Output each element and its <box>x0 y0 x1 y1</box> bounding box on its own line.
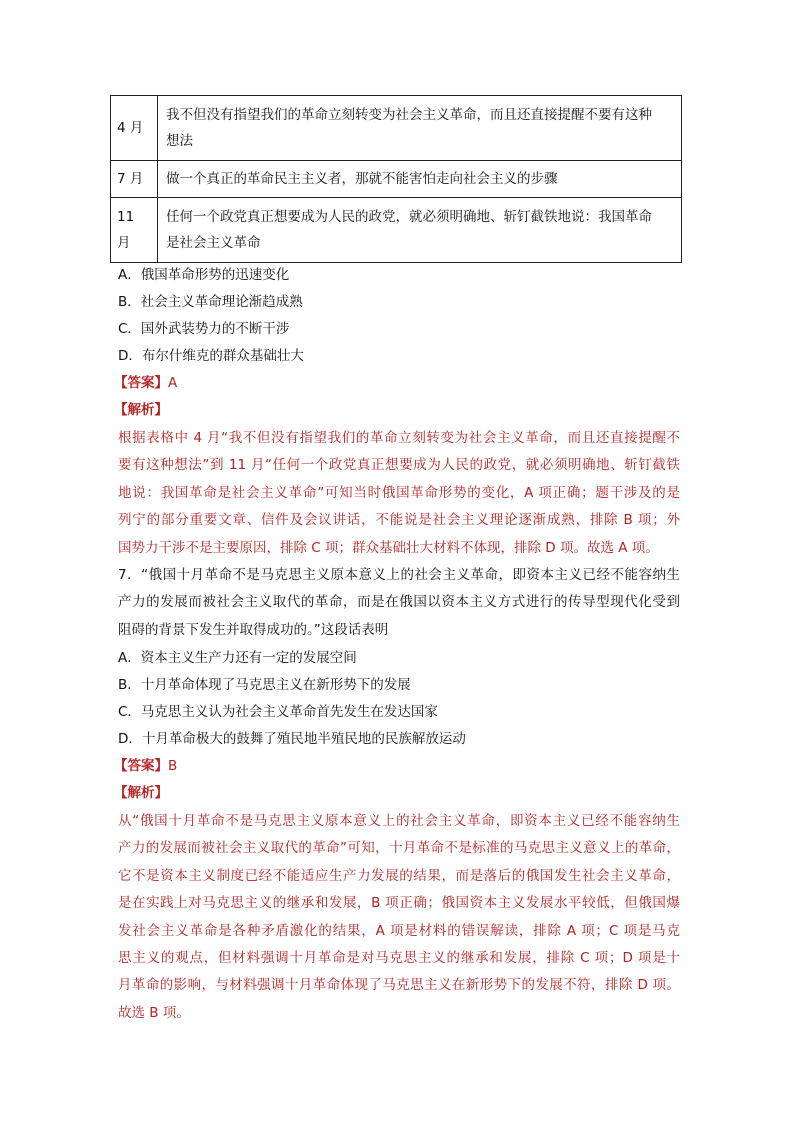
option-d: D．十月革命极大的鼓舞了殖民地半殖民地的民族解放运动 <box>118 731 466 747</box>
analysis-label: 【解析】 <box>114 402 168 418</box>
answer-label: 【答案】 <box>114 375 168 391</box>
quote-line: 想法 <box>166 133 193 149</box>
analysis-heading <box>114 397 678 424</box>
option-a: A．资本主义生产力还有一定的发展空间 <box>118 650 357 666</box>
answer-line <box>114 370 678 397</box>
quote-line: 任何一个政党真正想要成为人民的政党，就必须明确地、斩钉截铁地说：我国革命 <box>166 209 652 225</box>
table-row <box>111 96 682 161</box>
answer-label: 【答案】 <box>114 758 168 774</box>
q6-block <box>114 262 678 424</box>
answer-value: B <box>168 758 178 774</box>
quote-line: 我不但没有指望我们的革命立刻转变为社会主义革命，而且还直接提醒不要有这种 <box>166 107 652 123</box>
month-cell: 4 月 <box>111 96 158 161</box>
quote-cell <box>158 96 682 161</box>
option-b: B．十月革命体现了马克思主义在新形势下的发展 <box>118 677 411 693</box>
quote-cell <box>158 161 682 198</box>
option-b: B．社会主义革命理论渐趋成熟 <box>118 294 303 310</box>
month-cell: 11 月 <box>111 198 158 263</box>
q7-analysis: 从“俄国十月革命不是马克思主义原本意义上的社会主义革命，即资本主义已经不能容纳生 产力的发展而被社会主义取代的革命”可知，十月革命不是标准的马克思主义意义上的革命， 它不是资本主义制度已经不能适应生产力发展的结果，而是落后的俄国发生社会主义革命， 是在实践上对马克思主义的继承和发展，B 项正确；俄国资本主义发展水平较低，但俄国爆 发社会主义革命是各种矛盾激化的结果，A 项是材料的错误解读，排除 A 项；C 项是马克 思主义的观点，但材料强调十月革命是对马克思主义的继承和发展，排除 C 项；D 项是十 月革命的影响，与材料强调十月革命体现了马克思主义在新形势下的发展不符，排除 D 项。 故选 B 项。 <box>118 813 680 1021</box>
option-c: C．国外武装势力的不断干涉 <box>118 321 290 337</box>
q7-block <box>114 645 678 807</box>
table-row <box>111 161 682 198</box>
table-row <box>111 198 682 263</box>
option-d: D．布尔什维克的群众基础壮大 <box>118 348 304 364</box>
quote-cell <box>158 198 682 263</box>
quote-line: 是社会主义革命 <box>166 235 261 251</box>
analysis-label: 【解析】 <box>114 785 168 801</box>
analysis-heading <box>114 780 678 807</box>
q6-analysis: 根据表格中 4 月“我不但没有指望我们的革命立刻转变为社会主义革命，而且还直接提醒不 要有这种想法”到 11 月“任何一个政党真正想要成为人民的政党，就必须明确地、斩钉截铁 地说：我国革命是社会主义革命”可知当时俄国革命形势的变化，A 项正确；题干涉及的是 列宁的部分重要文章、信件及会议讲话，不能说是社会主义理论逐渐成熟，排除 B 项；外 国势力干涉不是主要原因，排除 C 项；群众基础壮大材料不体现，排除 D 项。故选 A 项。 <box>118 430 680 556</box>
quote-line: 做一个真正的革命民主主义者，那就不能害怕走向社会主义的步骤 <box>166 171 558 187</box>
option-c: C．马克思主义认为社会主义革命首先发生在发达国家 <box>118 704 438 720</box>
q7-stem: 7．“俄国十月革命不是马克思主义原本意义上的社会主义革命，即资本主义已经不能容纳生 产力的发展而被社会主义取代的革命，而是在俄国以资本主义方式进行的传导型现代化受到 阻碍的背景下发生并取得成功的。”这段话表明 <box>118 567 680 638</box>
month-cell: 7 月 <box>111 161 158 198</box>
quote-table <box>110 95 682 263</box>
option-a: A．俄国革命形势的迅速变化 <box>118 267 290 283</box>
answer-line <box>114 753 678 780</box>
answer-value: A <box>168 375 178 391</box>
